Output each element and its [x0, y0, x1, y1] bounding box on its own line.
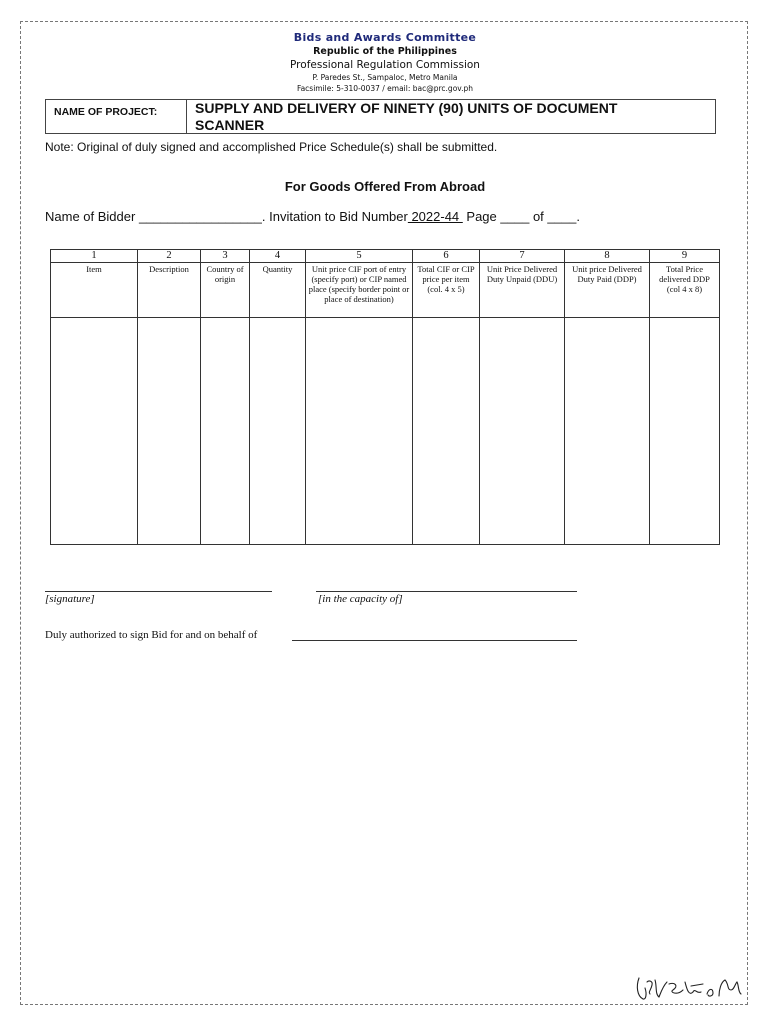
cell-unit-price-cif[interactable] [306, 318, 413, 545]
contact-line: Facsimile: 5-310-0037 / email: bac@prc.gov.ph [296, 84, 474, 93]
header-total-cif: Total CIF or CIP price per item (col. 4 x 5) [413, 263, 480, 318]
header-country-of-origin: Country of origin [201, 263, 250, 318]
itb-label: . Invitation to Bid Number [261, 209, 408, 224]
column-header-row [51, 263, 720, 318]
col-number: 3 [201, 250, 250, 263]
project-title-line-1: SUPPLY AND DELIVERY OF NINETY (90) UNITS OF DOCUMENT [195, 100, 618, 116]
col-number: 1 [51, 250, 138, 263]
submission-note: Note: Original of duly signed and accomplished Price Schedule(s) shall be submitted. [45, 140, 498, 154]
initials-signature-icon [633, 972, 745, 1004]
project-divider [186, 100, 187, 134]
on-behalf-of-line[interactable] [292, 640, 577, 641]
cell-unit-price-ddp[interactable] [565, 318, 650, 545]
page-blank[interactable]: ____ [500, 209, 530, 224]
cell-description[interactable] [138, 318, 201, 545]
col-number: 8 [565, 250, 650, 263]
header-quantity: Quantity [250, 263, 306, 318]
project-name-box [45, 99, 716, 134]
price-schedule-table [50, 249, 720, 545]
cell-total-cif[interactable] [413, 318, 480, 545]
capacity-caption: [in the capacity of] [318, 593, 403, 605]
line-end: . [576, 209, 580, 224]
cell-total-price-ddp[interactable] [650, 318, 720, 545]
duly-authorized-label: Duly authorized to sign Bid for and on behalf of [45, 629, 258, 641]
table-row [51, 318, 720, 545]
commission-name: Professional Regulation Commission [290, 59, 480, 71]
col-number: 6 [413, 250, 480, 263]
col-number: 7 [480, 250, 565, 263]
header-description: Description [138, 263, 201, 318]
col-number: 2 [138, 250, 201, 263]
address-line: P. Paredes St., Sampaloc, Metro Manila [312, 73, 458, 82]
column-number-row [51, 250, 720, 263]
of-label: of [532, 209, 544, 224]
cell-quantity[interactable] [250, 318, 306, 545]
project-label: NAME OF PROJECT: [54, 106, 158, 118]
cell-item[interactable] [51, 318, 138, 545]
col-number: 4 [250, 250, 306, 263]
goods-heading: For Goods Offered From Abroad [284, 179, 486, 194]
page-label: Page [466, 209, 497, 224]
header-unit-price-ddp: Unit price Delivered Duty Paid (DDP) [565, 263, 650, 318]
republic-line: Republic of the Philippines [313, 46, 457, 57]
of-blank[interactable]: ____ [547, 209, 577, 224]
capacity-line[interactable] [316, 591, 577, 592]
itb-number: 2022-44 [407, 209, 463, 224]
project-title [195, 100, 705, 134]
header-item: Item [51, 263, 138, 318]
cell-country-of-origin[interactable] [201, 318, 250, 545]
signature-caption: [signature] [45, 593, 95, 605]
header-total-price-ddp: Total Price delivered DDP (col 4 x 8) [650, 263, 720, 318]
header-unit-price-cif: Unit price CIF port of entry (specify port) or CIP named place (specify border point or place of destination) [306, 263, 413, 318]
bidder-line [45, 209, 580, 224]
bidder-name-label: Name of Bidder [45, 209, 136, 224]
signature-line[interactable] [45, 591, 272, 592]
cell-unit-price-ddu[interactable] [480, 318, 565, 545]
header-unit-price-ddu: Unit Price Delivered Duty Unpaid (DDU) [480, 263, 565, 318]
col-number: 5 [306, 250, 413, 263]
col-number: 9 [650, 250, 720, 263]
bidder-name-blank[interactable]: _________________ [138, 209, 262, 224]
project-title-line-2: SCANNER [195, 117, 265, 133]
committee-name: Bids and Awards Committee [293, 31, 477, 44]
